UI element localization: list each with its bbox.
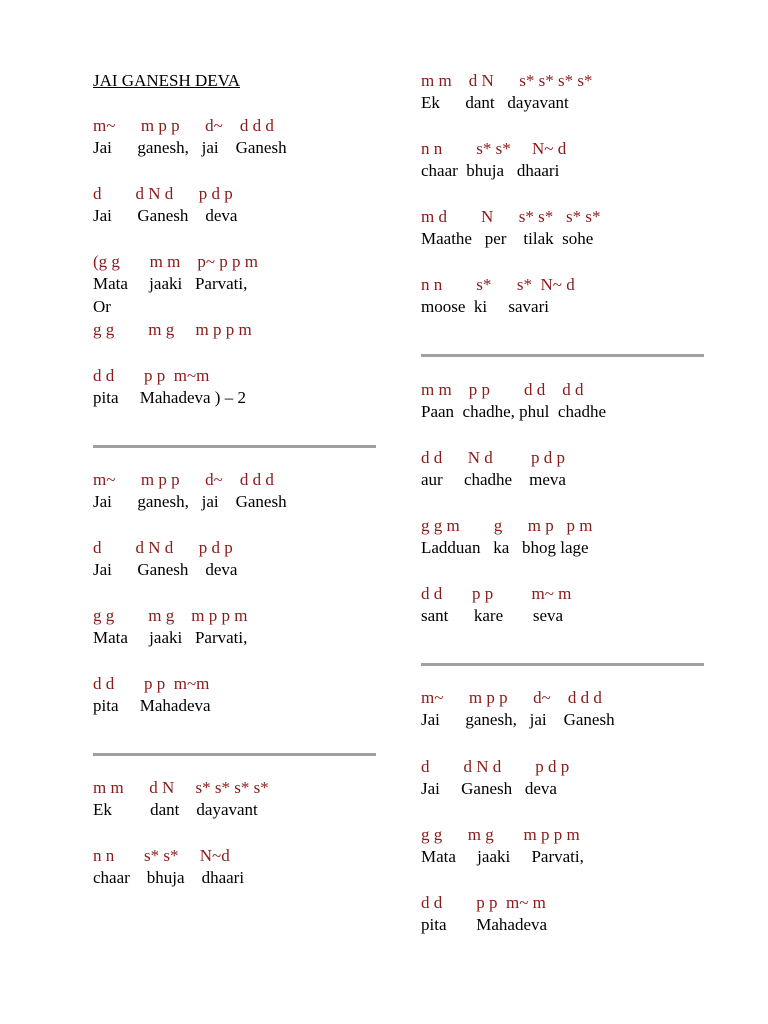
notation-line: g g m g m p p m xyxy=(421,516,593,535)
notation-line: m~ m p p d~ d d d xyxy=(421,688,602,707)
lyric-line: pita Mahadeva xyxy=(421,915,548,934)
section-divider xyxy=(93,753,376,756)
section-divider xyxy=(421,663,704,666)
lyric-line: Ladduan ka bhog lage xyxy=(421,538,589,557)
notation-line: d d p p m~ m xyxy=(421,584,572,603)
section-divider xyxy=(93,445,376,448)
lyric-line: chaar bhuja dhaari xyxy=(421,161,560,180)
song-title: JAI GANESH DEVA xyxy=(93,71,241,90)
lyric-line: chaar bhuja dhaari xyxy=(93,868,245,887)
lyric-line: Jai ganesh, jai Ganesh xyxy=(93,492,287,511)
notation-line: m m d N s* s* s* s* xyxy=(93,778,269,797)
lyric-line: Jai Ganesh deva xyxy=(93,206,238,225)
lyric-line: Jai ganesh, jai Ganesh xyxy=(93,138,287,157)
lyric-line: Mata jaaki Parvati, xyxy=(421,847,584,866)
notation-line: g g m g m p p m xyxy=(421,825,580,844)
lyric-line: moose ki savari xyxy=(421,297,549,316)
lyric-line: Mata jaaki Parvati, xyxy=(93,274,248,293)
lyric-line: Jai ganesh, jai Ganesh xyxy=(421,710,615,729)
notation-line: d d N d p d p xyxy=(93,184,233,203)
notation-line: (g g m m p~ p p m xyxy=(93,252,259,271)
lyric-line: pita Mahadeva xyxy=(93,696,211,715)
notation-line: d d N d p d p xyxy=(93,538,233,557)
notation-line: g g m g m p p m xyxy=(93,320,252,339)
notation-line: g g m g m p p m xyxy=(93,606,248,625)
lyric-line: Maathe per tilak sohe xyxy=(421,229,594,248)
lyric-line: Or xyxy=(93,297,111,316)
notation-line: n n s* s* N~ d xyxy=(421,275,575,294)
lyric-line: Jai Ganesh deva xyxy=(93,560,238,579)
notation-line: d d p p m~m xyxy=(93,366,210,385)
lyric-line: Paan chadhe, phul chadhe xyxy=(421,402,607,421)
lyric-line: sant kare seva xyxy=(421,606,564,625)
notation-line: m~ m p p d~ d d d xyxy=(93,470,274,489)
notation-line: m m p p d d d d xyxy=(421,380,584,399)
lyric-line: Ek dant dayavant xyxy=(93,800,258,819)
notation-line: d d p p m~m xyxy=(93,674,210,693)
notation-line: m m d N s* s* s* s* xyxy=(421,71,593,90)
notation-line: n n s* s* N~d xyxy=(93,846,230,865)
section-divider xyxy=(421,354,704,357)
notation-line: d d N d p d p xyxy=(421,757,570,776)
notation-line: d d p p m~ m xyxy=(421,893,546,912)
lyric-line: Mata jaaki Parvati, xyxy=(93,628,248,647)
lyric-line: pita Mahadeva ) – 2 xyxy=(93,388,246,407)
notation-line: n n s* s* N~ d xyxy=(421,139,567,158)
lyric-line: Ek dant dayavant xyxy=(421,93,569,112)
notation-line: d d N d p d p xyxy=(421,448,566,467)
notation-line: m d N s* s* s* s* xyxy=(421,207,601,226)
lyric-line: aur chadhe meva xyxy=(421,470,566,489)
notation-line: m~ m p p d~ d d d xyxy=(93,116,274,135)
lyric-line: Jai Ganesh deva xyxy=(421,779,557,798)
